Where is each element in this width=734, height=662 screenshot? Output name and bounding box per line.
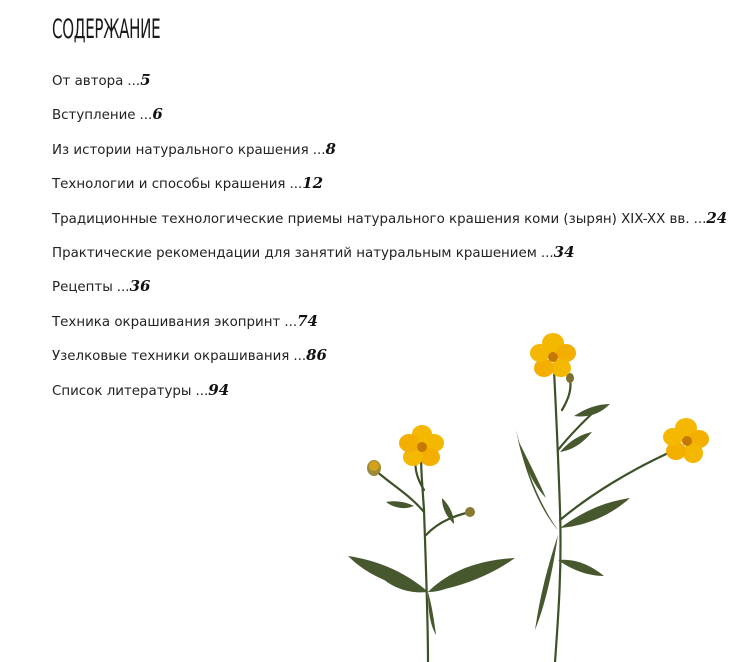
buttercup-flower-right: [663, 418, 709, 463]
toc-item[interactable]: [52, 238, 727, 272]
toc-page-number: 74: [297, 311, 318, 330]
toc-leader: ...: [312, 142, 326, 158]
toc-page-number: 34: [553, 242, 575, 261]
leaves: [348, 404, 630, 635]
toc-leader: ...: [116, 280, 130, 296]
toc-leader: ...: [195, 383, 209, 399]
toc-item-label: От автора: [52, 74, 124, 89]
buttercup-flower-top: [530, 333, 576, 377]
toc-leader: ...: [693, 211, 707, 227]
toc-page-number: 12: [302, 174, 324, 193]
toc-page-number: 36: [129, 277, 151, 296]
toc-leader: ...: [127, 74, 141, 89]
toc-item-label: Список литературы: [52, 383, 192, 399]
toc-page-number: 24: [706, 208, 728, 227]
toc-leader: ...: [540, 245, 554, 261]
toc-item-label: Узелковые техники окрашивания: [52, 349, 290, 365]
toc-item-label: Технологии и способы крашения: [52, 177, 286, 193]
toc-item-label: Техника окрашивания экопринт: [52, 314, 281, 330]
buttercup-illustration: [330, 320, 730, 662]
buds: [367, 373, 574, 517]
toc-item-label: Вступление: [52, 108, 136, 124]
toc-leader: ...: [289, 177, 303, 193]
toc-item[interactable]: [52, 135, 727, 169]
buttercup-flower-left: [399, 425, 444, 466]
toc-leader: ...: [284, 314, 298, 330]
toc-page-number: 6: [152, 105, 163, 124]
toc-item[interactable]: [52, 66, 727, 100]
page-title: СОДЕРЖАНИЕ: [52, 14, 161, 45]
toc-page-number: 8: [325, 139, 336, 158]
toc-item[interactable]: [52, 272, 727, 306]
toc-item-label: Традиционные технологические приемы натурального крашения коми (зырян) XIX-XX вв.: [52, 211, 690, 227]
toc-item[interactable]: [52, 204, 727, 238]
toc-leader: ...: [139, 108, 153, 124]
toc-page-number: 5: [140, 71, 151, 89]
toc-item-label: Практические рекомендации для занятий натуральным крашением: [52, 245, 537, 261]
toc-page-number: 86: [306, 346, 327, 365]
toc-item[interactable]: [52, 169, 727, 203]
toc-page-number: 94: [208, 380, 230, 399]
toc-leader: ...: [293, 349, 307, 365]
toc-item-label: Рецепты: [52, 280, 113, 296]
toc-item[interactable]: [52, 100, 727, 134]
stems: [375, 370, 675, 662]
toc-item-label: Из истории натурального крашения: [52, 142, 309, 158]
